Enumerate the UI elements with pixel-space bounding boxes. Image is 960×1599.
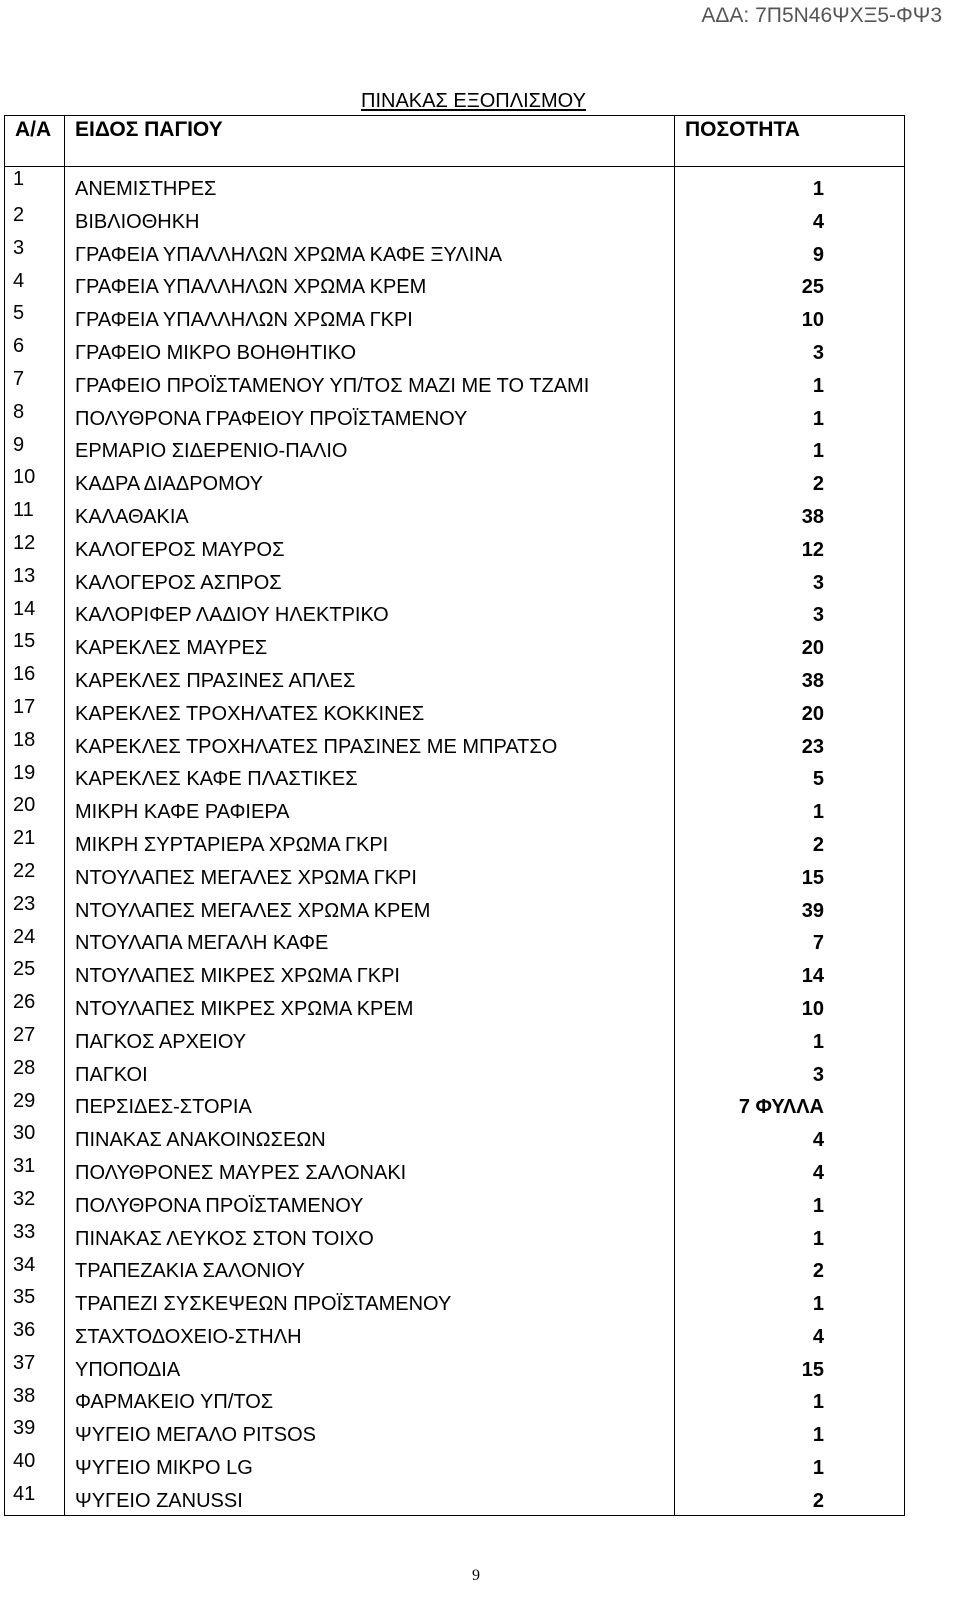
table-row [5,1056,905,1089]
table-row [5,1351,905,1384]
row-qty: 3 [675,564,905,597]
row-num: 35 [5,1285,65,1318]
row-num: 16 [5,662,65,695]
table-row [5,728,905,761]
row-item: ΝΤΟΥΛΑΠΕΣ ΜΕΓΑΛΕΣ ΧΡΩΜΑ ΓΚΡΙ [65,859,675,892]
row-qty: 23 [675,728,905,761]
equipment-table [4,115,905,1516]
row-qty: 1 [675,1220,905,1253]
row-num: 38 [5,1384,65,1417]
row-num: 27 [5,1023,65,1056]
row-num: 2 [5,203,65,236]
header-item: ΕΙΔΟΣ ΠΑΓΙΟΥ [65,116,675,167]
row-qty: 1 [675,1384,905,1417]
row-item: ΓΡΑΦΕΙΑ ΥΠΑΛΛΗΛΩΝ ΧΡΩΜΑ ΚΑΦΕ ΞΥΛΙΝΑ [65,236,675,269]
table-row [5,859,905,892]
table-row [5,498,905,531]
row-qty: 7 ΦΥΛΛΑ [675,1089,905,1122]
row-item: ΜΙΚΡΗ ΚΑΦΕ ΡΑΦΙΕΡΑ [65,793,675,826]
row-num: 19 [5,761,65,794]
row-num: 32 [5,1187,65,1220]
row-qty: 2 [675,1253,905,1286]
row-num: 7 [5,367,65,400]
table-header-row [5,116,905,167]
row-item: ΣΤΑΧΤΟΔΟΧΕΙΟ-ΣΤΗΛΗ [65,1318,675,1351]
row-item: ΚΑΔΡΑ ΔΙΑΔΡΟΜΟΥ [65,465,675,498]
row-num: 37 [5,1351,65,1384]
row-item: ΚΑΛΑΘΑΚΙΑ [65,498,675,531]
row-qty: 4 [675,1154,905,1187]
table-row [5,826,905,859]
row-item: ΝΤΟΥΛΑΠΑ ΜΕΓΑΛΗ ΚΑΦΕ [65,925,675,958]
row-num: 3 [5,236,65,269]
row-item: ΦΑΡΜΑΚΕΙΟ ΥΠ/ΤΟΣ [65,1384,675,1417]
row-num: 24 [5,925,65,958]
row-num: 11 [5,498,65,531]
table-row [5,662,905,695]
row-num: 31 [5,1154,65,1187]
row-item: ΠΟΛΥΘΡΟΝΕΣ ΜΑΥΡΕΣ ΣΑΛΟΝΑΚΙ [65,1154,675,1187]
row-qty: 1 [675,400,905,433]
row-num: 36 [5,1318,65,1351]
row-qty: 4 [675,1318,905,1351]
table-row [5,301,905,334]
row-item: ΨΥΓΕΙΟ ZANUSSI [65,1482,675,1515]
table-row [5,597,905,630]
table-row [5,892,905,925]
row-num: 28 [5,1056,65,1089]
row-qty: 1 [675,433,905,466]
table-row [5,1285,905,1318]
row-num: 20 [5,793,65,826]
table-row [5,1318,905,1351]
row-qty: 15 [675,1351,905,1384]
row-qty: 7 [675,925,905,958]
row-item: ΝΤΟΥΛΑΠΕΣ ΜΙΚΡΕΣ ΧΡΩΜΑ ΓΚΡΙ [65,957,675,990]
row-num: 5 [5,301,65,334]
table-row [5,629,905,662]
row-qty: 20 [675,695,905,728]
row-num: 23 [5,892,65,925]
table-row [5,1187,905,1220]
row-item: ΓΡΑΦΕΙΟ ΠΡΟΪΣΤΑΜΕΝΟΥ ΥΠ/ΤΟΣ ΜΑΖΙ ΜΕ ΤΟ ΤΖΑΜΙ [65,367,675,400]
row-item: ΜΙΚΡΗ ΣΥΡΤΑΡΙΕΡΑ ΧΡΩΜΑ ΓΚΡΙ [65,826,675,859]
row-num: 9 [5,433,65,466]
row-qty: 5 [675,761,905,794]
row-qty: 1 [675,793,905,826]
row-num: 33 [5,1220,65,1253]
row-num: 1 [5,167,65,204]
ada-code: ΑΔΑ: 7Π5Ν46ΨΧΞ5-ΦΨ3 [701,4,942,27]
row-item: ΤΡΑΠΕΖΙ ΣΥΣΚΕΨΕΩΝ ΠΡΟΪΣΤΑΜΕΝΟΥ [65,1285,675,1318]
row-qty: 20 [675,629,905,662]
header-qty: ΠΟΣΟΤΗΤΑ [675,116,905,167]
row-item: ΚΑΡΕΚΛΕΣ ΤΡΟΧΗΛΑΤΕΣ ΠΡΑΣΙΝΕΣ ΜΕ ΜΠΡΑΤΣΟ [65,728,675,761]
row-qty: 38 [675,498,905,531]
row-qty: 2 [675,465,905,498]
row-num: 18 [5,728,65,761]
table-row [5,564,905,597]
row-qty: 3 [675,597,905,630]
table-row [5,203,905,236]
table-row [5,957,905,990]
table-row [5,1449,905,1482]
row-qty: 14 [675,957,905,990]
row-qty: 2 [675,826,905,859]
table-row [5,465,905,498]
row-item: ΨΥΓΕΙΟ ΜΙΚΡΟ LG [65,1449,675,1482]
row-qty: 1 [675,167,905,204]
table-row [5,1384,905,1417]
row-item: ΠΙΝΑΚΑΣ ΛΕΥΚΟΣ ΣΤΟΝ ΤΟΙΧΟ [65,1220,675,1253]
row-item: ΠΟΛΥΘΡΟΝΑ ΠΡΟΪΣΤΑΜΕΝΟΥ [65,1187,675,1220]
row-num: 34 [5,1253,65,1286]
row-qty: 3 [675,1056,905,1089]
table-row [5,236,905,269]
table-row [5,269,905,302]
row-qty: 1 [675,1187,905,1220]
row-item: ΚΑΡΕΚΛΕΣ ΠΡΑΣΙΝΕΣ ΑΠΛΕΣ [65,662,675,695]
row-item: ΠΑΓΚΟΙ [65,1056,675,1089]
row-item: ΚΑΛΟΓΕΡΟΣ ΜΑΥΡΟΣ [65,531,675,564]
table-row [5,400,905,433]
table-row [5,925,905,958]
row-item: ΝΤΟΥΛΑΠΕΣ ΜΕΓΑΛΕΣ ΧΡΩΜΑ ΚΡΕΜ [65,892,675,925]
row-num: 22 [5,859,65,892]
row-num: 29 [5,1089,65,1122]
table-row [5,990,905,1023]
row-num: 26 [5,990,65,1023]
table-row [5,1154,905,1187]
row-item: ΓΡΑΦΕΙΑ ΥΠΑΛΛΗΛΩΝ ΧΡΩΜΑ ΓΚΡΙ [65,301,675,334]
row-qty: 4 [675,1121,905,1154]
row-qty: 39 [675,892,905,925]
row-item: ΚΑΛΟΓΕΡΟΣ ΑΣΠΡΟΣ [65,564,675,597]
row-item: ΠΟΛΥΘΡΟΝΑ ΓΡΑΦΕΙΟΥ ΠΡΟΪΣΤΑΜΕΝΟΥ [65,400,675,433]
row-item: ΕΡΜΑΡΙΟ ΣΙΔΕΡΕΝΙΟ-ΠΑΛΙΟ [65,433,675,466]
table-row [5,334,905,367]
table-row [5,367,905,400]
table-row [5,761,905,794]
row-num: 30 [5,1121,65,1154]
table-row [5,1089,905,1122]
table-row [5,1220,905,1253]
page-number: 9 [472,1567,480,1584]
table-row [5,695,905,728]
row-qty: 1 [675,1416,905,1449]
row-item: ΨΥΓΕΙΟ ΜΕΓΑΛΟ PITSOS [65,1416,675,1449]
row-qty: 10 [675,990,905,1023]
row-num: 4 [5,269,65,302]
row-num: 12 [5,531,65,564]
row-qty: 1 [675,1285,905,1318]
row-qty: 10 [675,301,905,334]
header-num: Α/Α [5,116,65,167]
row-num: 10 [5,465,65,498]
row-num: 25 [5,957,65,990]
row-item: ΠΕΡΣΙΔΕΣ-ΣΤΟΡΙΑ [65,1089,675,1122]
row-qty: 9 [675,236,905,269]
table-row [5,167,905,204]
row-item: ΚΑΡΕΚΛΕΣ ΜΑΥΡΕΣ [65,629,675,662]
table-row [5,1121,905,1154]
document-title: ΠΙΝΑΚΑΣ ΕΞΟΠΛΙΣΜΟΥ [361,90,586,112]
table-row [5,1482,905,1515]
row-item: ΒΙΒΛΙΟΘΗΚΗ [65,203,675,236]
row-num: 41 [5,1482,65,1515]
table-row [5,433,905,466]
row-item: ΠΑΓΚΟΣ ΑΡΧΕΙΟΥ [65,1023,675,1056]
row-num: 17 [5,695,65,728]
row-item: ΚΑΡΕΚΛΕΣ ΤΡΟΧΗΛΑΤΕΣ ΚΟΚΚΙΝΕΣ [65,695,675,728]
row-item: ΓΡΑΦΕΙΟ ΜΙΚΡΟ ΒΟΗΘΗΤΙΚΟ [65,334,675,367]
row-num: 40 [5,1449,65,1482]
table-row [5,1416,905,1449]
row-num: 13 [5,564,65,597]
row-item: ΤΡΑΠΕΖΑΚΙΑ ΣΑΛΟΝΙΟΥ [65,1253,675,1286]
table-row [5,793,905,826]
row-qty: 2 [675,1482,905,1515]
row-qty: 15 [675,859,905,892]
table-row [5,1253,905,1286]
row-qty: 1 [675,367,905,400]
row-item: ΝΤΟΥΛΑΠΕΣ ΜΙΚΡΕΣ ΧΡΩΜΑ ΚΡΕΜ [65,990,675,1023]
row-num: 39 [5,1416,65,1449]
row-qty: 38 [675,662,905,695]
row-qty: 1 [675,1449,905,1482]
row-num: 6 [5,334,65,367]
row-num: 15 [5,629,65,662]
table-row [5,1023,905,1056]
row-item: ΚΑΛΟΡΙΦΕΡ ΛΑΔΙΟΥ ΗΛΕΚΤΡΙΚΟ [65,597,675,630]
row-num: 14 [5,597,65,630]
table-row [5,531,905,564]
row-qty: 3 [675,334,905,367]
row-item: ΥΠΟΠΟΔΙΑ [65,1351,675,1384]
row-item: ΚΑΡΕΚΛΕΣ ΚΑΦΕ ΠΛΑΣΤΙΚΕΣ [65,761,675,794]
row-item: ΠΙΝΑΚΑΣ ΑΝΑΚΟΙΝΩΣΕΩΝ [65,1121,675,1154]
row-item: ΓΡΑΦΕΙΑ ΥΠΑΛΛΗΛΩΝ ΧΡΩΜΑ ΚΡΕΜ [65,269,675,302]
row-item: ΑΝΕΜΙΣΤΗΡΕΣ [65,167,675,204]
row-qty: 12 [675,531,905,564]
row-num: 21 [5,826,65,859]
row-qty: 25 [675,269,905,302]
row-num: 8 [5,400,65,433]
row-qty: 1 [675,1023,905,1056]
row-qty: 4 [675,203,905,236]
